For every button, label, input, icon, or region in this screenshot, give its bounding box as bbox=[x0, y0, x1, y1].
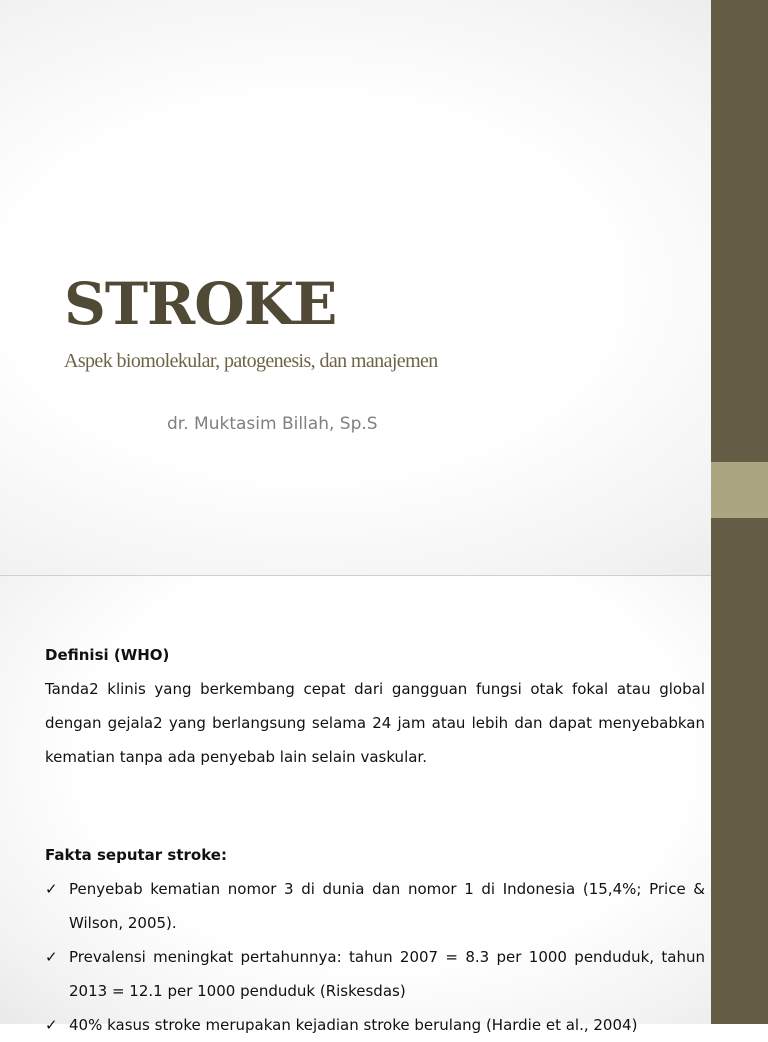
list-item bbox=[45, 940, 705, 1008]
slide-title: STROKE bbox=[64, 270, 337, 338]
check-icon: ✓ bbox=[45, 948, 58, 966]
content-slide bbox=[0, 576, 768, 1034]
spacer bbox=[45, 774, 705, 838]
fact-text: 40% kasus stroke merupakan kejadian stroke berulang (Hardie et al., 2004) bbox=[69, 1016, 638, 1034]
decorative-band-accent bbox=[711, 462, 768, 518]
check-icon: ✓ bbox=[45, 1016, 58, 1034]
fact-text: Penyebab kematian nomor 3 di dunia dan nomor 1 di Indonesia (15,4%; Price & Wilson, 2005). bbox=[69, 880, 705, 932]
slide-subtitle: Aspek biomolekular, patogenesis, dan manajemen bbox=[64, 350, 438, 372]
facts-heading: Fakta seputar stroke: bbox=[45, 846, 227, 864]
list-item bbox=[45, 872, 705, 940]
fact-text: Prevalensi meningkat pertahunnya: tahun 2007 = 8.3 per 1000 penduduk, tahun 2013 = 12.1 per 1000 penduduk (Riskesdas) bbox=[69, 948, 705, 1000]
check-icon: ✓ bbox=[45, 880, 58, 898]
definition-text: Tanda2 klinis yang berkembang cepat dari gangguan fungsi otak fokal atau global dengan gejala2 yang berlangsung selama 24 jam atau lebih dan dapat menyebabkan kematian tanpa ada penyebab lain selain vaskular. bbox=[45, 680, 705, 766]
list-item bbox=[45, 1008, 705, 1042]
slide-content bbox=[45, 638, 705, 1042]
facts-list bbox=[45, 872, 705, 1042]
definition-heading: Definisi (WHO) bbox=[45, 646, 170, 664]
author-name: dr. Muktasim Billah, Sp.S bbox=[167, 414, 378, 434]
